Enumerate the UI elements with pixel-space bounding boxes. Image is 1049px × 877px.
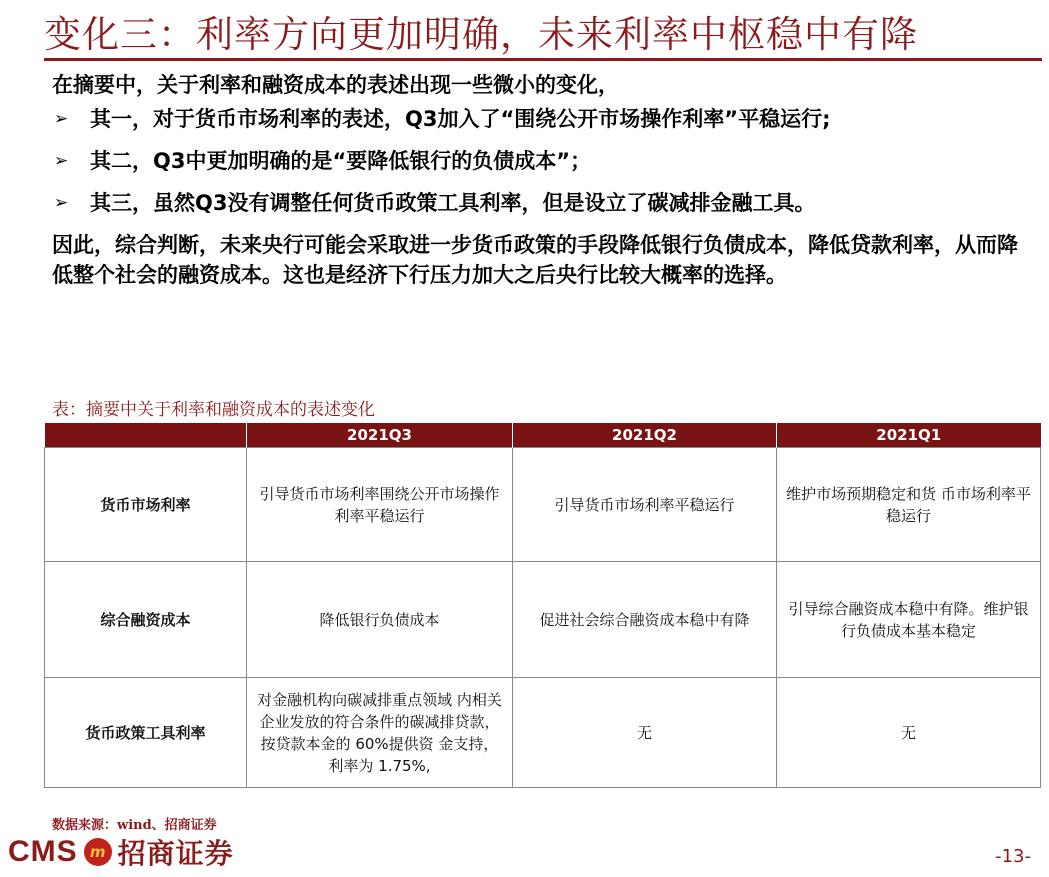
arrow-bullet-icon: ➢: [54, 193, 69, 213]
table-header-cell: 2021Q3: [247, 423, 513, 448]
table-cell: 维护市场预期稳定和货 币市场利率平稳运行: [777, 448, 1041, 562]
table-header-cell: 2021Q2: [513, 423, 777, 448]
arrow-bullet-icon: ➢: [54, 151, 69, 171]
table-cell: 引导货币市场利率围绕公开市场操作利率平稳运行: [247, 448, 513, 562]
row-label: 综合融资成本: [45, 562, 247, 678]
arrow-bullet-icon: ➢: [54, 109, 69, 129]
logo-seal-icon: m: [84, 838, 112, 866]
table-cell: 对金融机构向碳减排重点领域 内相关企业发放的符合条件的碳减排贷款，按贷款本金的 60%提供资 金支持，利率为 1.75%,: [247, 678, 513, 788]
table-header-cell: 2021Q1: [777, 423, 1041, 448]
body-text: [52, 70, 1037, 290]
table-cell: 引导综合融资成本稳中有降。维护银行负债成本基本稳定: [777, 562, 1041, 678]
bullet-text: 其一，对于货币市场利率的表述，Q3加入了“围绕公开市场操作利率”平稳运行;: [90, 107, 831, 131]
company-logo: [8, 832, 234, 872]
table-row: [45, 562, 1041, 678]
bullet-item: [52, 146, 1037, 176]
bullet-item: [52, 188, 1037, 218]
title-divider: [44, 58, 1042, 61]
table-cell: 促进社会综合融资成本稳中有降: [513, 562, 777, 678]
table-caption: 表：摘要中关于利率和融资成本的表述变化: [52, 400, 375, 420]
logo-chinese-text: 招商证券: [117, 837, 234, 870]
table-cell: 降低银行负债成本: [247, 562, 513, 678]
bullet-text: 其二，Q3中更加明确的是“要降低银行的负债成本”；: [90, 149, 592, 173]
data-source-note: 数据来源：wind、招商证券: [52, 818, 217, 833]
table-cell: 引导货币市场利率平稳运行: [513, 448, 777, 562]
table-header-cell: [45, 423, 247, 448]
bullet-text: 其三，虽然Q3没有调整任何货币政策工具利率，但是设立了碳减排金融工具。: [90, 191, 816, 215]
conclusion-text: 因此，综合判断，未来央行可能会采取进一步货币政策的手段降低银行负债成本，降低贷款利率，从而降低整个社会的融资成本。这也是经济下行压力加大之后央行比较大概率的选择。: [52, 233, 1018, 287]
intro-text: 在摘要中，关于利率和融资成本的表述出现一些微小的变化，: [52, 73, 619, 97]
table-header-row: [45, 423, 1041, 448]
table-cell: 无: [777, 678, 1041, 788]
page-number: -13-: [995, 846, 1031, 867]
table-row: [45, 678, 1041, 788]
comparison-table: [44, 423, 1041, 788]
row-label: 货币市场利率: [45, 448, 247, 562]
slide-title: 变化三：利率方向更加明确，未来利率中枢稳中有降: [44, 13, 918, 56]
table-cell: 无: [513, 678, 777, 788]
table-row: [45, 448, 1041, 562]
logo-latin-text: CMS: [8, 835, 78, 868]
row-label: 货币政策工具利率: [45, 678, 247, 788]
bullet-item: [52, 104, 1037, 134]
